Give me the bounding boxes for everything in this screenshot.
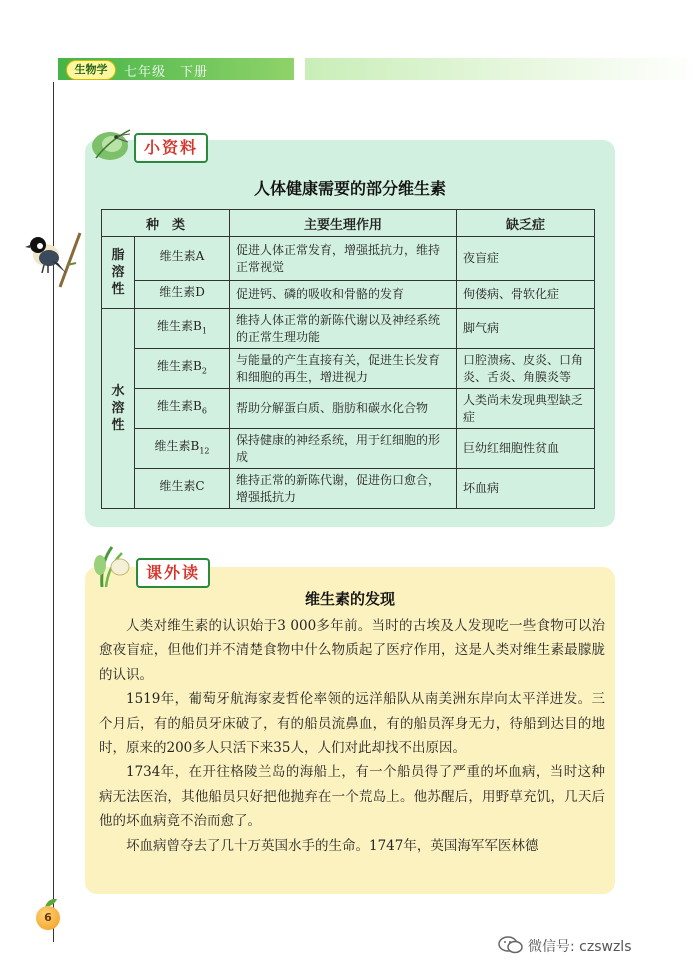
col-header-function: 主要生理作用 [230, 210, 457, 237]
col-header-deficiency: 缺乏症 [457, 210, 595, 237]
table-row [102, 309, 595, 349]
paragraph: 坏血病曾夺去了几十万英国水手的生命。1747年，英国海军军医林德 [126, 837, 539, 854]
vitamin-name: 维生素$B_6$ [135, 389, 230, 429]
table-row [102, 281, 595, 309]
vitamin-deficiency: 坏血病 [457, 469, 595, 509]
vitamin-name: 维生素A [135, 237, 230, 281]
table-header-row [102, 210, 595, 237]
category-water-soluble: 水溶性 [102, 309, 135, 509]
grade-label: 七年级 下册 [124, 65, 209, 80]
col-header-type: 种 类 [102, 210, 230, 237]
vitamin-deficiency: 脚气病 [457, 309, 595, 349]
tag-info: 小资料 [134, 133, 208, 163]
vitamin-function: 帮助分解蛋白质、脂肪和碳水化合物 [230, 389, 457, 429]
vitamin-deficiency: 人类尚未发现典型缺乏症 [457, 389, 595, 429]
dragonfly-leaf-icon [90, 124, 136, 162]
vitamin-function: 保持健康的神经系统，用于红细胞的形成 [230, 429, 457, 469]
vitamin-function: 促进人体正常发育，增强抵抗力，维持正常视觉 [230, 237, 457, 281]
vitamin-deficiency: 口腔溃疡、皮炎、口角炎、舌炎、角膜炎等 [457, 349, 595, 389]
vitamin-function: 与能量的产生直接有关，促进生长发育和细胞的再生，增进视力 [230, 349, 457, 389]
page-number: 6 [36, 906, 60, 930]
wechat-icon [498, 935, 524, 955]
vitamin-name: 维生素$B_2$ [135, 349, 230, 389]
table-row [102, 469, 595, 509]
vitamin-function: 维持正常的新陈代谢，促进伤口愈合，增强抵抗力 [230, 469, 457, 509]
vitamin-function: 维持人体正常的新陈代谢以及神经系统的正常生理功能 [230, 309, 457, 349]
vitamin-table [101, 209, 595, 509]
header-fade-band [305, 58, 700, 80]
table-row [102, 389, 595, 429]
book-badge: 生物学 [66, 60, 116, 80]
vitamin-function: 促进钙、磷的吸收和骨骼的发育 [230, 281, 457, 309]
table-row [102, 349, 595, 389]
vitamin-deficiency: 夜盲症 [457, 237, 595, 281]
reading-article [99, 614, 605, 858]
margin-line [53, 82, 54, 942]
table-row [102, 237, 595, 281]
bird-icon [22, 225, 82, 290]
vitamin-name: 维生素C [135, 469, 230, 509]
table-row [102, 429, 595, 469]
plant-icon [92, 543, 132, 587]
info-title: 人体健康需要的部分维生素 [253, 179, 446, 198]
vitamin-deficiency: 佝偻病、骨软化症 [457, 281, 595, 309]
paragraph: 人类对维生素的认识始于3 000多年前。当时的古埃及人发现吃一些食物可以治愈夜盲症，但他们并不清楚食物中什么物质起了医疗作用，这是人类对维生素最朦胧的认识。 [99, 618, 605, 683]
paragraph: 1734年，在开往格陵兰岛的海船上，有一个船员得了严重的坏血病，当时这种病无法医治，其他船员只好把他抛弃在一个荒岛上。他苏醒后，用野草充饥，几天后他的坏血病竟不治而愈了。 [99, 764, 605, 830]
paragraph: 1519年，葡萄牙航海家麦哲伦率领的远洋船队从南美洲东岸向太平洋进发。三个月后，有的船员牙床破了，有的船员流鼻血，有的船员浑身无力，待船到达目的地时，原来的200多人只活下来35人，人们对此却找不出原因。 [99, 691, 605, 757]
reading-title: 维生素的发现 [304, 590, 395, 608]
vitamin-deficiency: 巨幼红细胞性贫血 [457, 429, 595, 469]
watermark: 微信号: czswzls [528, 939, 632, 955]
vitamin-name: 维生素$B_{12}$ [135, 429, 230, 469]
vitamin-name: 维生素$B_1$ [135, 309, 230, 349]
vitamin-name: 维生素D [135, 281, 230, 309]
category-fat-soluble: 脂溶性 [102, 237, 135, 309]
tag-reading: 课外读 [136, 558, 210, 588]
